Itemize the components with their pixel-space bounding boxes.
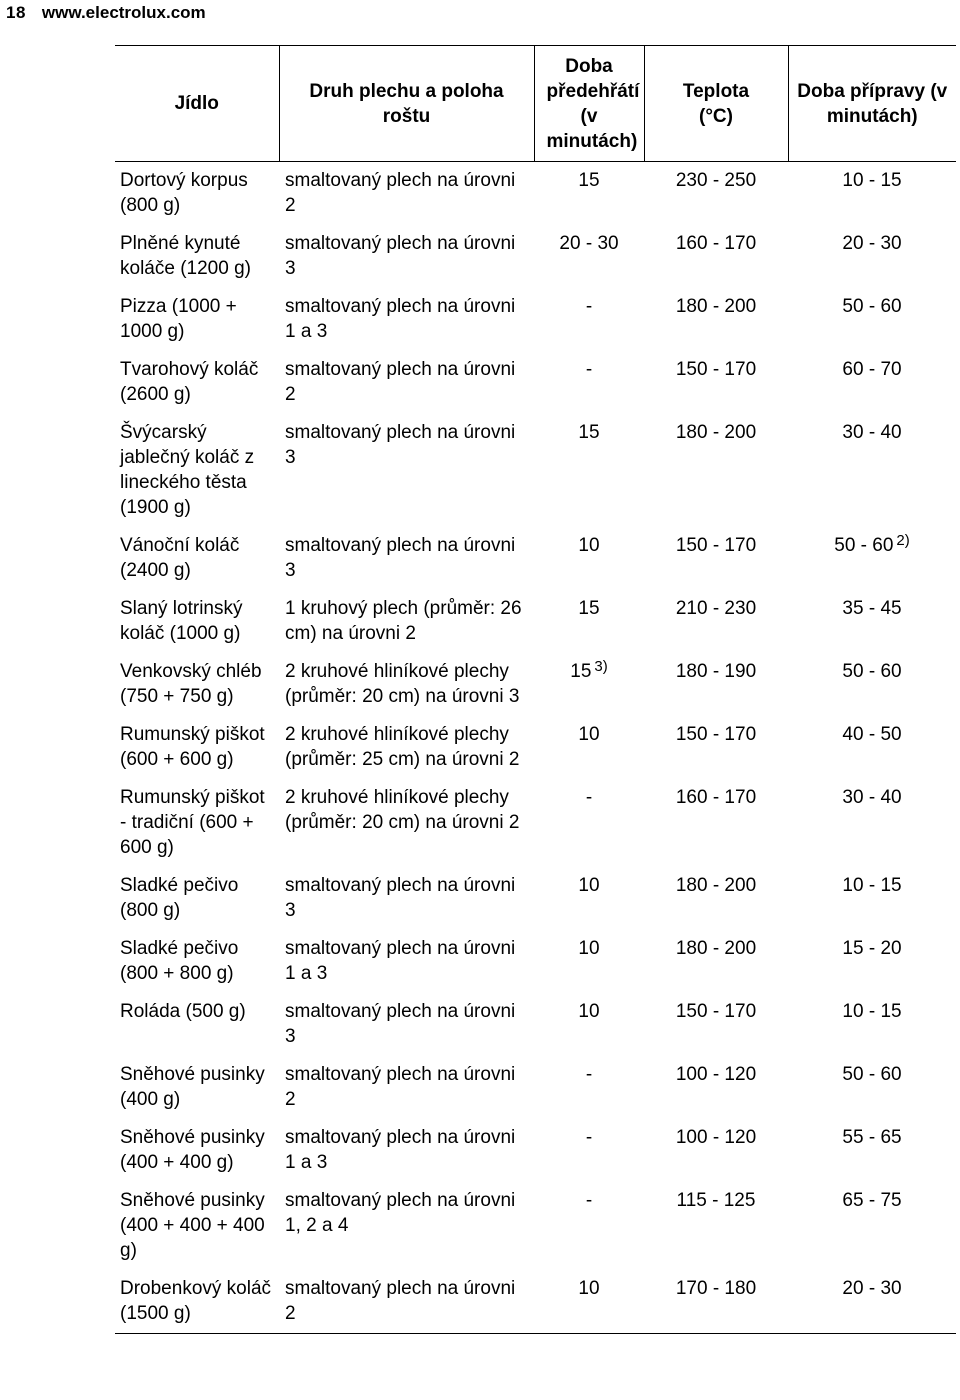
cell-preheat-text: - bbox=[585, 1064, 593, 1085]
cell-food bbox=[115, 1182, 279, 1270]
website-url: www.electrolux.com bbox=[41, 3, 206, 22]
cell-preheat bbox=[534, 993, 644, 1056]
header-time: Doba přípravy (v minutách) bbox=[788, 46, 956, 162]
cell-time bbox=[788, 930, 956, 993]
cell-time-text: 35 - 45 bbox=[842, 598, 902, 619]
table-row bbox=[115, 1270, 956, 1334]
table-row bbox=[115, 527, 956, 590]
table-row bbox=[115, 779, 956, 867]
cell-temperature bbox=[644, 225, 788, 288]
cell-tray bbox=[279, 993, 534, 1056]
cell-food bbox=[115, 225, 279, 288]
header-preheat: Doba předehřátí (v minutách) bbox=[534, 46, 644, 162]
cell-preheat bbox=[534, 867, 644, 930]
cell-tray bbox=[279, 930, 534, 993]
cell-temperature-text: 180 - 200 bbox=[675, 938, 757, 959]
cell-food bbox=[115, 653, 279, 716]
cell-food-text: Sladké pečivo (800 + 800 g) bbox=[120, 938, 239, 984]
header-temperature: Teplota (°C) bbox=[644, 46, 788, 162]
cell-preheat bbox=[534, 930, 644, 993]
cell-food-text: Roláda (500 g) bbox=[120, 1001, 246, 1022]
cell-time bbox=[788, 414, 956, 527]
cell-temperature-text: 150 - 170 bbox=[675, 724, 757, 745]
cell-preheat-text: - bbox=[585, 1190, 593, 1211]
cell-food bbox=[115, 930, 279, 993]
cell-time bbox=[788, 779, 956, 867]
cell-temperature bbox=[644, 162, 788, 226]
cell-time-text: 55 - 65 bbox=[842, 1127, 902, 1148]
cell-tray bbox=[279, 1270, 534, 1334]
table-row bbox=[115, 1119, 956, 1182]
cell-food-text: Plněné kynuté koláče (1200 g) bbox=[120, 233, 251, 279]
cell-time-text: 50 - 60 bbox=[842, 1064, 902, 1085]
cell-tray bbox=[279, 351, 534, 414]
cell-food-text: Drobenkový koláč (1500 g) bbox=[120, 1278, 272, 1324]
cell-tray-text: smaltovaný plech na úrovni 3 bbox=[285, 535, 516, 581]
cell-food-text: Dortový korpus (800 g) bbox=[120, 170, 248, 216]
cell-time-text: 10 - 15 bbox=[842, 170, 902, 191]
cell-preheat-text: 15 bbox=[570, 661, 592, 682]
cell-time-text: 50 - 60 bbox=[842, 296, 902, 317]
cell-time-text: 10 - 15 bbox=[842, 1001, 902, 1022]
cell-preheat-text: 10 bbox=[578, 535, 600, 556]
cell-temperature-text: 160 - 170 bbox=[675, 233, 757, 254]
cell-time bbox=[788, 162, 956, 226]
cell-temperature-text: 115 - 125 bbox=[676, 1190, 756, 1211]
table-row bbox=[115, 716, 956, 779]
cell-preheat-text: 10 bbox=[578, 1278, 600, 1299]
cell-temperature-text: 150 - 170 bbox=[675, 1001, 757, 1022]
cell-time-text: 65 - 75 bbox=[842, 1190, 902, 1211]
cell-food bbox=[115, 351, 279, 414]
cell-food bbox=[115, 414, 279, 527]
cell-food bbox=[115, 1119, 279, 1182]
cell-time-text: 20 - 30 bbox=[842, 233, 902, 254]
cell-tray-text: smaltovaný plech na úrovni 2 bbox=[285, 1278, 516, 1324]
table-row bbox=[115, 1182, 956, 1270]
cell-food-text: Sněhové pusinky (400 + 400 + 400 g) bbox=[120, 1190, 265, 1261]
cell-time-text: 60 - 70 bbox=[842, 359, 902, 380]
cell-time-text: 10 - 15 bbox=[842, 875, 902, 896]
cell-preheat-text: - bbox=[585, 787, 593, 808]
cell-food-text: Švýcarský jablečný koláč z lineckého těsta (1900 g) bbox=[120, 422, 255, 518]
cell-temperature bbox=[644, 779, 788, 867]
cell-preheat bbox=[534, 288, 644, 351]
table-row bbox=[115, 162, 956, 226]
cell-preheat bbox=[534, 590, 644, 653]
cell-time-text: 15 - 20 bbox=[842, 938, 902, 959]
cell-tray-text: smaltovaný plech na úrovni 3 bbox=[285, 422, 516, 468]
cell-food-text: Slaný lotrinský koláč (1000 g) bbox=[120, 598, 243, 644]
cell-tray-text: smaltovaný plech na úrovni 1 a 3 bbox=[285, 296, 516, 342]
cell-temperature bbox=[644, 1270, 788, 1334]
cell-tray-text: smaltovaný plech na úrovni 2 bbox=[285, 359, 516, 405]
table-row bbox=[115, 590, 956, 653]
cell-tray-text: smaltovaný plech na úrovni 1 a 3 bbox=[285, 938, 516, 984]
cell-food-text: Pizza (1000 + 1000 g) bbox=[120, 296, 237, 342]
cell-food bbox=[115, 867, 279, 930]
cell-tray bbox=[279, 590, 534, 653]
cell-temperature-text: 150 - 170 bbox=[675, 535, 757, 556]
cell-preheat bbox=[534, 351, 644, 414]
cell-temperature-text: 100 - 120 bbox=[675, 1127, 757, 1148]
cell-temperature-text: 210 - 230 bbox=[675, 598, 757, 619]
cell-tray-text: smaltovaný plech na úrovni 3 bbox=[285, 875, 516, 921]
cell-time-text: 50 - 60 bbox=[842, 661, 902, 682]
cell-temperature-text: 160 - 170 bbox=[675, 787, 757, 808]
cell-temperature-text: 180 - 200 bbox=[675, 875, 757, 896]
cell-time-text: 30 - 40 bbox=[842, 787, 902, 808]
cell-preheat-text: 15 bbox=[578, 422, 600, 443]
cell-preheat-text: 15 bbox=[578, 170, 600, 191]
cell-tray-text: 2 kruhové hliníkové plechy (průměr: 20 cm) na úrovni 3 bbox=[285, 661, 520, 707]
cell-food-text: Sladké pečivo (800 g) bbox=[120, 875, 239, 921]
cell-tray-text: 2 kruhové hliníkové plechy (průměr: 20 cm) na úrovni 2 bbox=[285, 787, 520, 833]
cell-preheat bbox=[534, 162, 644, 226]
cell-food bbox=[115, 1270, 279, 1334]
cell-time-text: 50 - 60 bbox=[834, 535, 894, 556]
cell-temperature bbox=[644, 414, 788, 527]
cell-preheat bbox=[534, 414, 644, 527]
cell-temperature bbox=[644, 351, 788, 414]
cell-temperature-text: 230 - 250 bbox=[675, 170, 757, 191]
cell-temperature bbox=[644, 653, 788, 716]
cell-temperature bbox=[644, 1182, 788, 1270]
footnote-marker: 3) bbox=[594, 658, 608, 675]
cell-time bbox=[788, 590, 956, 653]
cell-food bbox=[115, 1056, 279, 1119]
cell-temperature-text: 150 - 170 bbox=[675, 359, 757, 380]
cell-time bbox=[788, 716, 956, 779]
cell-preheat bbox=[534, 653, 644, 716]
cell-preheat-text: - bbox=[585, 359, 593, 380]
cell-time-text: 20 - 30 bbox=[842, 1278, 902, 1299]
table-row bbox=[115, 653, 956, 716]
cell-tray-text: smaltovaný plech na úrovni 1 a 3 bbox=[285, 1127, 516, 1173]
cell-tray-text: 2 kruhové hliníkové plechy (průměr: 25 cm) na úrovni 2 bbox=[285, 724, 520, 770]
cell-food-text: Sněhové pusinky (400 + 400 g) bbox=[120, 1127, 265, 1173]
header-food: Jídlo bbox=[115, 46, 279, 162]
cell-tray-text: smaltovaný plech na úrovni 2 bbox=[285, 1064, 516, 1110]
cell-time bbox=[788, 653, 956, 716]
cell-temperature bbox=[644, 527, 788, 590]
cell-tray bbox=[279, 1119, 534, 1182]
cell-tray-text: smaltovaný plech na úrovni 3 bbox=[285, 1001, 516, 1047]
cell-temperature bbox=[644, 590, 788, 653]
table-row bbox=[115, 225, 956, 288]
cell-temperature-text: 100 - 120 bbox=[675, 1064, 757, 1085]
cell-food-text: Sněhové pusinky (400 g) bbox=[120, 1064, 265, 1110]
cell-temperature bbox=[644, 867, 788, 930]
cell-food bbox=[115, 288, 279, 351]
cell-preheat-text: - bbox=[585, 296, 593, 317]
page-header bbox=[0, 0, 206, 26]
cell-tray bbox=[279, 225, 534, 288]
footnote-marker: 2) bbox=[896, 532, 910, 549]
cell-temperature-text: 170 - 180 bbox=[675, 1278, 757, 1299]
cell-time bbox=[788, 867, 956, 930]
cell-food-text: Rumunský piškot - tradiční (600 + 600 g) bbox=[120, 787, 265, 858]
cell-food bbox=[115, 162, 279, 226]
cell-tray bbox=[279, 867, 534, 930]
cell-tray-text: smaltovaný plech na úrovni 2 bbox=[285, 170, 516, 216]
cell-temperature bbox=[644, 1119, 788, 1182]
cell-tray bbox=[279, 288, 534, 351]
cell-time bbox=[788, 1182, 956, 1270]
cell-food-text: Venkovský chléb (750 + 750 g) bbox=[120, 661, 262, 707]
cell-food bbox=[115, 779, 279, 867]
cell-preheat bbox=[534, 1119, 644, 1182]
table-row bbox=[115, 930, 956, 993]
cell-time bbox=[788, 288, 956, 351]
cell-time-text: 30 - 40 bbox=[842, 422, 902, 443]
cell-temperature bbox=[644, 930, 788, 993]
cell-food bbox=[115, 527, 279, 590]
cell-time bbox=[788, 1270, 956, 1334]
table-row bbox=[115, 351, 956, 414]
cell-preheat bbox=[534, 1056, 644, 1119]
cell-time bbox=[788, 527, 956, 590]
cell-tray bbox=[279, 527, 534, 590]
cell-tray bbox=[279, 1182, 534, 1270]
cell-tray-text: 1 kruhový plech (průměr: 26 cm) na úrovni 2 bbox=[285, 598, 522, 644]
cell-preheat-text: - bbox=[585, 1127, 593, 1148]
cell-time bbox=[788, 351, 956, 414]
table-row bbox=[115, 993, 956, 1056]
cell-preheat bbox=[534, 1182, 644, 1270]
cell-food bbox=[115, 716, 279, 779]
cell-temperature-text: 180 - 200 bbox=[675, 296, 757, 317]
cell-tray-text: smaltovaný plech na úrovni 3 bbox=[285, 233, 516, 279]
cell-tray bbox=[279, 1056, 534, 1119]
cell-time bbox=[788, 225, 956, 288]
table-row bbox=[115, 1056, 956, 1119]
cell-temperature bbox=[644, 288, 788, 351]
cell-food-text: Tvarohový koláč (2600 g) bbox=[120, 359, 259, 405]
cell-preheat-text: 10 bbox=[578, 724, 600, 745]
cell-preheat-text: 10 bbox=[578, 1001, 600, 1022]
cell-preheat-text: 10 bbox=[578, 875, 600, 896]
cell-tray-text: smaltovaný plech na úrovni 1, 2 a 4 bbox=[285, 1190, 516, 1236]
cell-food bbox=[115, 590, 279, 653]
cell-time bbox=[788, 1119, 956, 1182]
cell-temperature bbox=[644, 1056, 788, 1119]
cell-tray bbox=[279, 653, 534, 716]
header-tray: Druh plechu a poloha roštu bbox=[279, 46, 534, 162]
cell-preheat bbox=[534, 527, 644, 590]
cell-time bbox=[788, 1056, 956, 1119]
cell-time-text: 40 - 50 bbox=[842, 724, 902, 745]
cell-preheat bbox=[534, 225, 644, 288]
cell-tray bbox=[279, 162, 534, 226]
table-row bbox=[115, 414, 956, 527]
cell-preheat bbox=[534, 716, 644, 779]
cell-food-text: Rumunský piškot (600 + 600 g) bbox=[120, 724, 265, 770]
table-row bbox=[115, 288, 956, 351]
cell-temperature-text: 180 - 190 bbox=[675, 661, 757, 682]
cell-preheat bbox=[534, 1270, 644, 1334]
cell-preheat-text: 15 bbox=[578, 598, 600, 619]
cell-time bbox=[788, 993, 956, 1056]
cell-temperature-text: 180 - 200 bbox=[675, 422, 757, 443]
cell-preheat-text: 10 bbox=[578, 938, 600, 959]
cell-preheat-text: 20 - 30 bbox=[559, 233, 619, 254]
table-header-row bbox=[115, 46, 956, 162]
cell-food-text: Vánoční koláč (2400 g) bbox=[120, 535, 240, 581]
cell-temperature bbox=[644, 716, 788, 779]
cell-tray bbox=[279, 414, 534, 527]
cell-tray bbox=[279, 779, 534, 867]
cell-temperature bbox=[644, 993, 788, 1056]
baking-table bbox=[115, 45, 956, 1334]
cell-food bbox=[115, 993, 279, 1056]
cell-tray bbox=[279, 716, 534, 779]
table-row bbox=[115, 867, 956, 930]
page-number: 18 bbox=[6, 3, 26, 22]
cell-preheat bbox=[534, 779, 644, 867]
